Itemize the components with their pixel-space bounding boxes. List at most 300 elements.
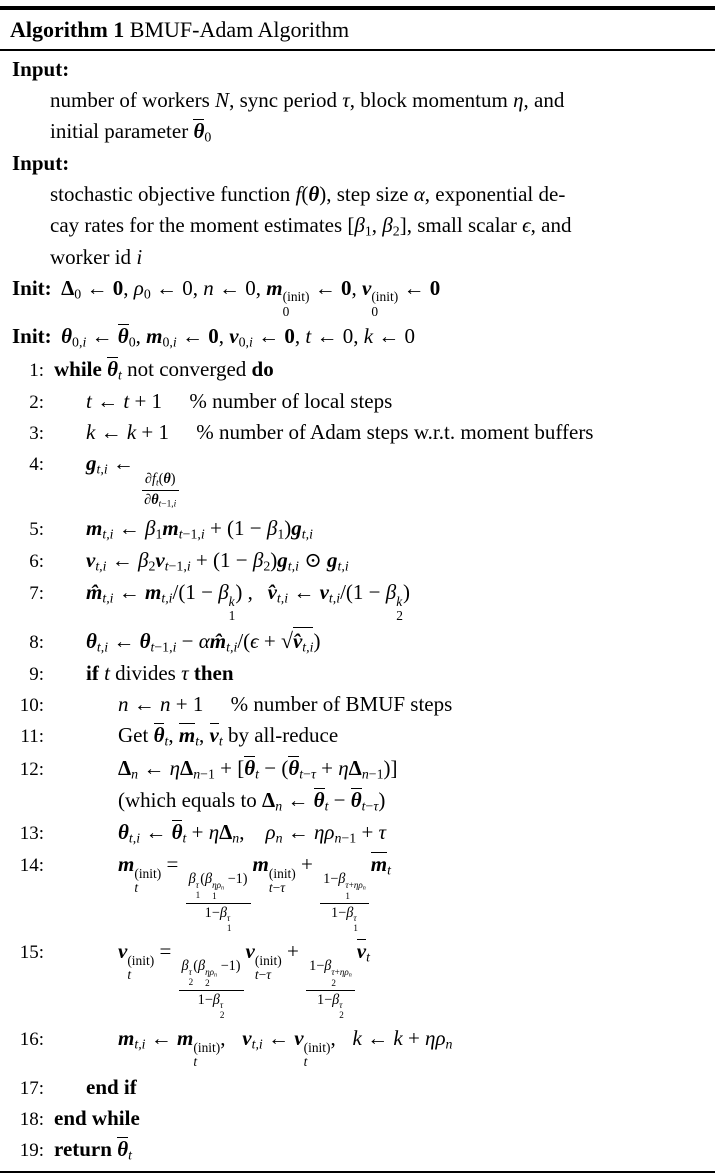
tok-supsub-bottom	[353, 924, 358, 934]
line-content	[118, 1025, 713, 1070]
line-number: 4:	[29, 454, 44, 476]
tok-bold-italic: θ	[153, 723, 165, 748]
tok-supsub-bottom	[196, 891, 201, 901]
line-content	[50, 118, 713, 146]
tok-italic: τ	[373, 798, 379, 814]
tok-roman: 0	[371, 303, 379, 319]
tok-denominator	[141, 491, 179, 510]
tok-subscript	[129, 335, 136, 350]
tok-roman: 2	[188, 976, 194, 987]
tok-roman: 1−	[316, 991, 333, 1008]
tok-italic: k	[228, 593, 235, 609]
tok-roman: ,	[220, 1025, 226, 1050]
line-content	[86, 579, 713, 624]
tok-roman: ← 0	[373, 324, 416, 349]
tok-bold-italic: m	[118, 1025, 135, 1050]
algorithm-title-text: BMUF-Adam Algorithm	[129, 17, 350, 42]
tok-denominator	[202, 904, 235, 934]
tok-bold: Δ	[219, 819, 233, 844]
tok-overbar	[172, 820, 183, 843]
tok-bold-italic: θ	[163, 470, 171, 487]
tok-italic: i	[172, 334, 177, 350]
tok-italic: τ	[310, 766, 316, 782]
tok-subscript	[72, 335, 86, 350]
tok-roman: 1	[277, 525, 285, 541]
tok-italic: t	[155, 477, 159, 488]
tok-fraction	[306, 958, 355, 1021]
tok-bold-italic: v	[155, 547, 165, 572]
tok-italic: τ	[188, 966, 192, 977]
tok-supsub-bottom	[212, 892, 217, 902]
tok-supsub	[339, 1001, 344, 1021]
tok-roman: (	[301, 181, 309, 206]
line-number: 10:	[19, 695, 44, 717]
tok-roman: ←	[262, 1025, 295, 1050]
tok-bold-italic: θ	[171, 819, 183, 844]
tok-roman: )	[270, 547, 278, 572]
line-number: 6:	[29, 550, 44, 572]
tok-italic: ρ	[133, 275, 144, 300]
line-content	[86, 388, 713, 415]
tok-roman: −	[258, 967, 267, 983]
tok-bold: 0	[284, 324, 295, 349]
tok-italic: t,i	[102, 525, 114, 541]
tok-bold-italic: m	[118, 852, 135, 877]
line-content	[54, 1136, 713, 1164]
line-number: 5:	[29, 518, 44, 540]
tok-italic: n	[214, 972, 218, 979]
tok-bold-italic: g	[86, 451, 97, 476]
algo-line-11	[8, 720, 713, 752]
tok-roman: +	[402, 1025, 426, 1050]
tok-overbar	[371, 852, 387, 875]
tok-italic: t,i	[301, 525, 313, 541]
tok-subscript	[329, 590, 340, 605]
tok-italic: i	[186, 558, 191, 574]
tok-roman: −	[176, 628, 199, 653]
tok-roman: ,	[351, 275, 362, 300]
line-content	[118, 755, 713, 783]
tok-roman: −1	[341, 830, 357, 846]
line-number: 14:	[19, 855, 44, 877]
tok-bold: Δ	[118, 755, 132, 780]
algo-line-19	[8, 1134, 713, 1166]
algo-line-3	[8, 417, 713, 448]
tok-roman: +	[356, 819, 379, 844]
tok-roman: )	[378, 787, 386, 812]
line-content	[12, 56, 713, 83]
tok-roman: (	[193, 958, 198, 975]
tok-roman: ←	[113, 579, 146, 604]
tok-roman: ←	[108, 628, 140, 653]
tok-roman: ), step size	[319, 181, 414, 206]
tok-italic: f	[295, 181, 302, 206]
algo-line-10	[8, 689, 713, 720]
algo-input-2	[8, 148, 713, 179]
line-number: 19:	[19, 1140, 44, 1162]
line-number: 9:	[29, 663, 44, 685]
tok-bold-italic: v	[294, 1025, 304, 1050]
algorithm-title-label: Algorithm 1	[10, 17, 125, 42]
algo-line-12-cont	[8, 785, 713, 817]
tok-bold-italic: v̂	[292, 628, 303, 653]
tok-italic: τ	[345, 879, 349, 890]
tok-subscript	[102, 590, 113, 605]
tok-roman: 2	[392, 223, 400, 239]
tok-roman: + [	[214, 755, 245, 780]
tok-roman: (init)	[134, 865, 162, 881]
tok-bold: 0	[429, 275, 441, 300]
tok-bold-italic: m	[162, 515, 179, 540]
algo-line-17	[8, 1072, 713, 1103]
line-number: 3:	[29, 423, 44, 445]
tok-roman: 0,	[162, 334, 173, 350]
line-content	[86, 660, 713, 687]
tok-italic: η	[338, 755, 349, 780]
tok-supsub-bottom	[189, 978, 194, 988]
tok-denominator	[314, 991, 347, 1021]
tok-roman: divides	[109, 660, 182, 685]
tok-overbar	[193, 119, 204, 142]
tok-bold: end if	[86, 1074, 137, 1099]
tok-roman: (init)	[127, 952, 155, 968]
algo-input-2-wrap-3	[8, 242, 713, 273]
tok-italic: t	[366, 949, 370, 965]
tok-overbar	[244, 756, 255, 779]
tok-bold-italic: v	[118, 938, 128, 963]
tok-bold: then	[188, 660, 234, 685]
tok-bold: 0	[112, 275, 124, 300]
tok-italic: k	[126, 420, 137, 445]
tok-supsub	[255, 954, 282, 983]
tok-subscript	[335, 830, 357, 845]
tok-italic: β	[346, 904, 354, 921]
tok-italic: β	[181, 958, 189, 975]
tok-roman: −1,	[161, 499, 174, 510]
tok-roman: ←	[145, 1025, 178, 1050]
tok-roman: ← 0,	[150, 275, 204, 300]
tok-roman: ,	[371, 212, 383, 237]
tok-roman: =	[154, 938, 177, 963]
tok-italic: η	[513, 87, 524, 112]
tok-italic: τ	[266, 967, 271, 983]
tok-bold-italic: v	[242, 1025, 252, 1050]
tok-italic: n	[361, 766, 369, 782]
tok-italic: i	[136, 244, 143, 269]
tok-supsub	[193, 1041, 220, 1070]
tok-italic: t	[182, 830, 187, 846]
tok-italic: t,i	[226, 639, 238, 655]
tok-bold: Δ	[262, 787, 276, 812]
tok-roman: ←	[361, 1025, 394, 1050]
line-number: 16:	[19, 1028, 44, 1050]
line-content	[50, 181, 713, 208]
tok-roman: )	[284, 515, 292, 540]
tok-italic: t	[299, 766, 304, 782]
tok-fraction	[141, 471, 179, 511]
tok-roman: 1	[353, 923, 358, 934]
tok-italic: β	[188, 871, 196, 888]
tok-roman: 1−	[197, 991, 213, 1008]
tok-roman: −	[328, 787, 351, 812]
tok-bold-italic: θ	[193, 118, 205, 143]
tok-roman: −1)	[224, 871, 248, 888]
tok-supsub-bottom	[304, 1055, 308, 1070]
tok-italic: t,i	[96, 639, 109, 655]
tok-roman: 1	[364, 223, 372, 239]
tok-roman: ←	[176, 324, 209, 349]
tok-roman: ←	[398, 275, 430, 300]
tok-subscript	[204, 129, 211, 144]
tok-supsub-bottom	[229, 609, 236, 624]
tok-bold-italic: m	[146, 324, 163, 349]
tok-bold-italic: m	[177, 1025, 194, 1050]
tok-subscript	[97, 462, 108, 477]
algo-input-1-wrap-2	[8, 116, 713, 148]
tok-italic: β	[219, 904, 227, 921]
line-content	[86, 450, 713, 510]
tok-roman: −1)	[217, 958, 241, 975]
tok-italic: n	[348, 972, 352, 979]
tok-roman: ,	[294, 324, 306, 349]
tok-overbar	[288, 756, 299, 779]
line-content	[86, 628, 713, 656]
tok-italic: β	[385, 579, 397, 604]
tok-bold-italic: m	[86, 515, 103, 540]
tok-roman: (init)	[268, 865, 296, 881]
tok-italic: i	[200, 525, 205, 541]
tok-italic: β	[382, 212, 393, 237]
tok-roman: (init)	[303, 1039, 331, 1055]
tok-italic: t	[268, 880, 273, 896]
line-number: 15:	[19, 941, 44, 963]
tok-bold-italic: θ	[139, 628, 151, 653]
tok-roman: 1−	[204, 904, 220, 921]
tok-italic: β	[266, 515, 278, 540]
tok-supsub-bottom	[345, 892, 350, 902]
algo-line-13	[8, 817, 713, 849]
tok-bold-italic: θ	[118, 819, 129, 844]
page	[0, 6, 715, 1173]
tok-supsub-bottom	[331, 979, 336, 989]
tok-italic: τ	[339, 1000, 343, 1011]
tok-roman: ], small scalar	[399, 212, 523, 237]
tok-supsub-bottom	[127, 968, 131, 983]
tok-italic: t	[193, 1054, 198, 1070]
tok-italic: t	[128, 1147, 132, 1163]
tok-bold-italic: θ	[288, 755, 300, 780]
line-content	[86, 1074, 713, 1101]
tok-supsub-top	[269, 867, 296, 882]
line-content	[86, 547, 713, 575]
tok-italic: t	[255, 766, 259, 782]
tok-italic: η	[169, 755, 181, 780]
tok-numerator	[320, 871, 369, 903]
tok-roman: initial parameter	[50, 118, 194, 143]
tok-subscript	[128, 1148, 132, 1163]
tok-roman: 1	[212, 890, 217, 901]
tok-roman: 2	[219, 1009, 225, 1020]
tok-subscript	[102, 526, 113, 541]
tok-italic: t	[164, 733, 169, 749]
tok-subscript	[179, 526, 205, 541]
tok-bold-italic: θ	[86, 628, 97, 653]
tok-supsub	[205, 968, 217, 989]
tok-italic: τ	[280, 880, 286, 896]
tok-italic: β	[338, 871, 346, 888]
tok-bold-italic: m	[252, 852, 269, 877]
tok-supsub-top	[193, 1041, 220, 1056]
tok-roman: )	[402, 579, 410, 604]
tok-italic: t	[164, 558, 169, 574]
tok-bold-italic: g	[327, 547, 338, 572]
algo-input-1	[8, 54, 713, 85]
tok-roman: , and	[523, 87, 565, 112]
tok-roman: ⊙	[298, 547, 328, 572]
tok-italic: k	[352, 1025, 362, 1050]
tok-overbar	[154, 723, 165, 746]
tok-bold-italic: v	[356, 938, 367, 963]
tok-roman: + (1 −	[190, 547, 253, 572]
tok-roman: % number of Adam steps w.r.t. moment buffers	[196, 420, 594, 445]
tok-fraction	[320, 871, 369, 934]
tok-italic: n	[160, 692, 171, 717]
tok-roman: 1−	[323, 871, 339, 888]
tok-roman: 1	[228, 608, 236, 624]
tok-supsub-bottom	[227, 924, 232, 934]
tok-bold: if	[86, 660, 105, 685]
tok-denominator	[328, 904, 361, 934]
tok-overbar	[179, 723, 195, 746]
tok-supsub	[283, 290, 310, 319]
tok-subscript	[362, 766, 384, 781]
tok-subscript	[338, 558, 349, 573]
tok-italic: t,i	[337, 558, 349, 574]
tok-italic: i	[173, 499, 177, 510]
tok-supsub	[353, 914, 358, 934]
line-content	[118, 722, 713, 750]
tok-supsub-top	[229, 595, 235, 610]
tok-roman: 0	[143, 286, 151, 302]
tok-bold-italic: g	[291, 515, 302, 540]
tok-italic: N	[215, 87, 230, 112]
tok-italic: τ	[378, 819, 387, 844]
tok-italic: α	[198, 628, 210, 653]
tok-bold-italic: m	[370, 852, 388, 877]
tok-roman: ← 0,	[213, 275, 267, 300]
tok-supsub	[345, 881, 365, 902]
line-content	[50, 212, 713, 240]
tok-italic: β	[197, 958, 206, 975]
tok-italic: t	[134, 880, 139, 896]
tok-supsub-bottom	[220, 1011, 225, 1021]
tok-roman: ← 0,	[311, 324, 364, 349]
tok-italic: i	[82, 334, 87, 350]
tok-italic: t	[324, 798, 329, 814]
tok-italic: β	[252, 547, 264, 572]
tok-italic: τ	[342, 87, 350, 112]
algo-input-1-wrap-1	[8, 85, 713, 116]
tok-supsub	[212, 881, 224, 902]
tok-overbar	[351, 788, 362, 811]
tok-roman: 0	[282, 303, 290, 319]
tok-roman: +	[295, 852, 319, 877]
tok-roman: (which equals to	[118, 787, 263, 812]
tok-supsub-bottom	[205, 979, 210, 989]
tok-italic: i	[248, 334, 253, 350]
tok-supsub-top	[396, 595, 402, 610]
algorithm-box	[0, 6, 715, 1173]
tok-roman: 0,	[238, 334, 249, 350]
tok-italic: n	[334, 830, 342, 846]
tok-roman: + 1	[129, 388, 163, 413]
line-content	[118, 819, 713, 847]
line-number: 2:	[29, 391, 44, 413]
tok-roman: ←	[95, 420, 127, 445]
algo-line-14	[8, 849, 713, 936]
tok-subscript	[362, 798, 379, 813]
tok-roman: 0	[128, 334, 136, 350]
tok-roman: number of workers	[50, 87, 216, 112]
tok-italic: n	[445, 1036, 453, 1052]
tok-roman: −	[303, 766, 311, 782]
tok-roman: ←	[107, 451, 140, 476]
tok-italic: t,i	[128, 830, 141, 846]
tok-roman: ,	[330, 1025, 336, 1050]
line-number: 13:	[19, 822, 44, 844]
algo-line-15	[8, 936, 713, 1023]
tok-roman: , block momentum	[349, 87, 514, 112]
tok-bold-italic: θ	[313, 787, 325, 812]
tok-supsub	[396, 595, 403, 624]
tok-subscript	[288, 558, 299, 573]
tok-italic: t	[123, 388, 130, 413]
tok-subscript	[161, 590, 172, 605]
tok-supsub-bottom	[371, 305, 378, 320]
tok-italic: t	[305, 324, 312, 349]
algo-line-2	[8, 386, 713, 417]
tok-roman: +	[315, 755, 339, 780]
tok-italic: t	[127, 967, 132, 983]
radical-icon: √	[280, 628, 293, 653]
tok-bold: return	[54, 1137, 118, 1162]
tok-italic: ηρ	[353, 879, 363, 890]
tok-italic: ϵ	[522, 212, 531, 237]
tok-roman: −1,	[182, 525, 201, 541]
tok-subscript	[162, 335, 176, 350]
line-content	[12, 323, 713, 351]
tok-italic: β	[354, 212, 365, 237]
tok-subscript	[365, 223, 372, 238]
algo-line-5	[8, 513, 713, 545]
tok-italic: β	[218, 579, 229, 604]
tok-roman: ←	[140, 819, 172, 844]
tok-subscript	[144, 286, 151, 301]
tok-roman: 1	[345, 890, 350, 901]
tok-italic: η	[208, 819, 220, 844]
tok-bold-italic: v	[245, 938, 255, 963]
tok-bold: Δ	[180, 755, 194, 780]
tok-italic: n	[232, 830, 240, 846]
tok-fraction	[186, 871, 251, 934]
tok-subscript	[97, 639, 108, 654]
tok-roman: (	[200, 871, 205, 888]
tok-roman: )]	[383, 755, 398, 780]
tok-roman: (init)	[371, 289, 399, 305]
tok-bold-italic: θ	[244, 755, 256, 780]
tok-bold: end while	[54, 1105, 140, 1130]
tok-roman: ←	[138, 755, 170, 780]
